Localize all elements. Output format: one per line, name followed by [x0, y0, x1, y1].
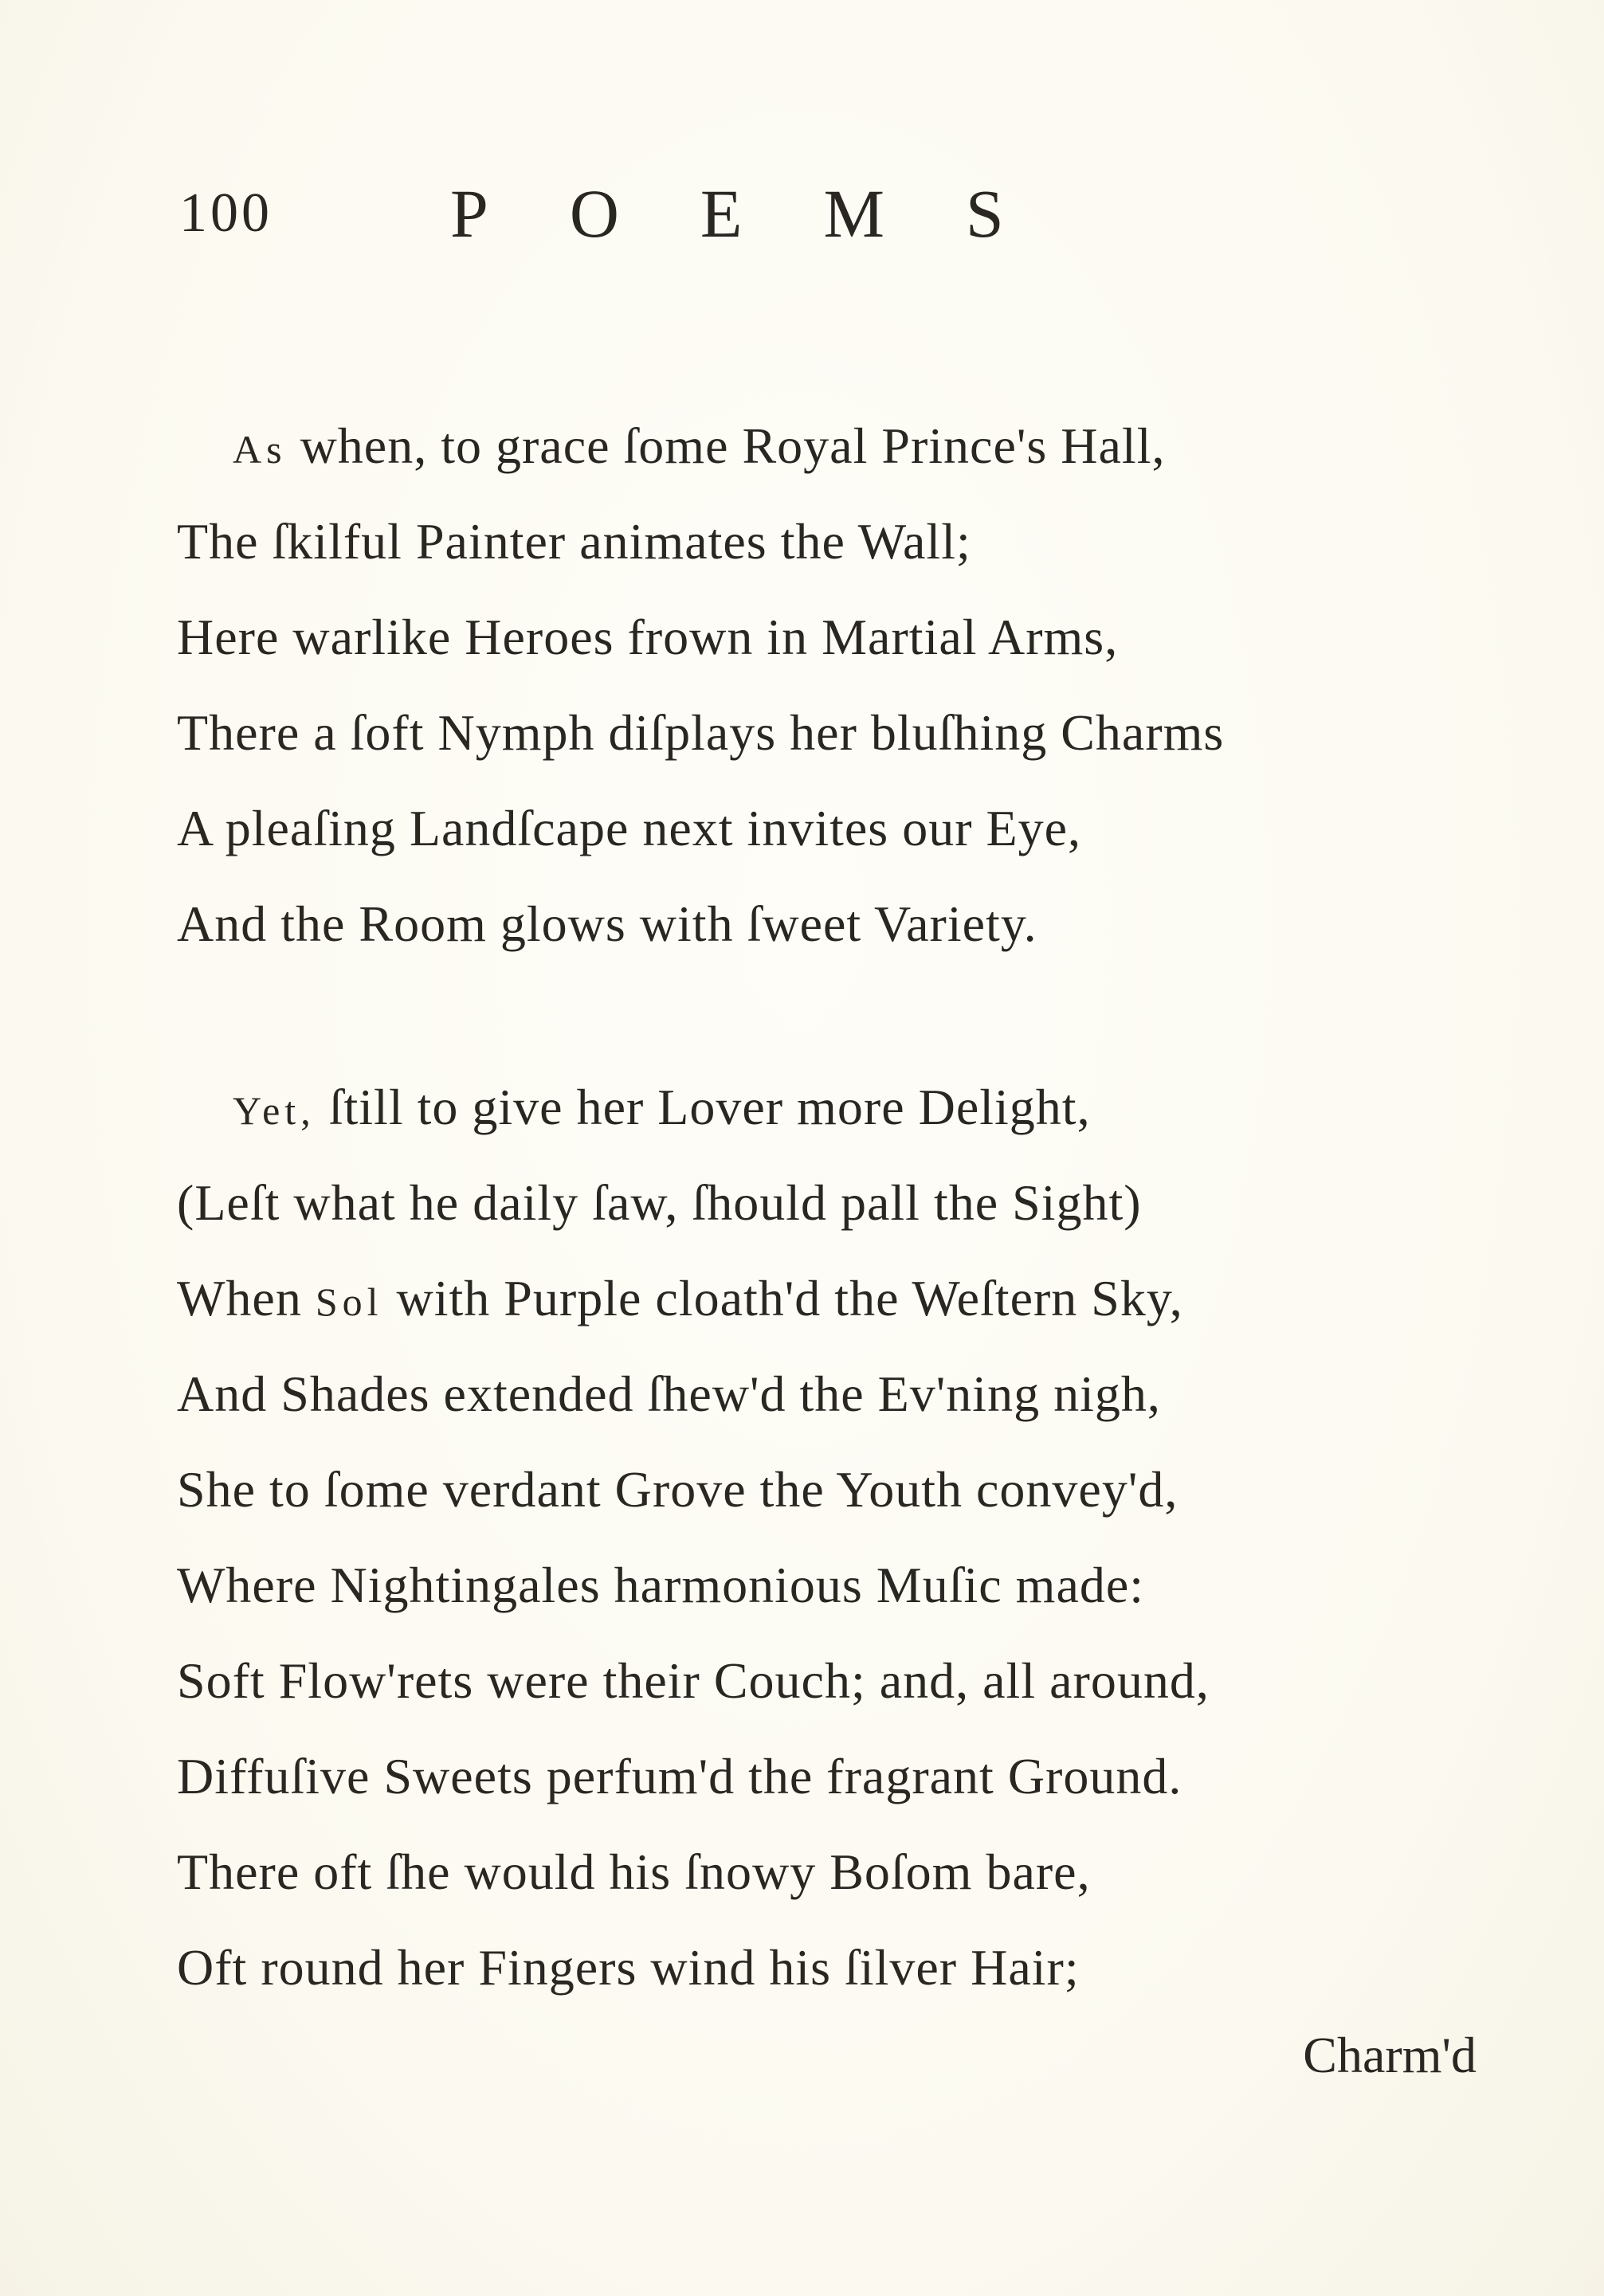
catchword: Charm'd	[1303, 2027, 1477, 2083]
line-text: with Purple cloath'd the Weſtern Sky,	[382, 1270, 1183, 1326]
sol-word: Sol	[315, 1279, 383, 1324]
poem-line: She to ſome verdant Grove the Youth convey'd,	[177, 1461, 1178, 1518]
poem-line: Here warlike Heroes frown in Martial Arms,	[177, 609, 1119, 665]
lead-word: Yet,	[233, 1088, 316, 1133]
poem-line: Where Nightingales harmonious Muſic made:	[177, 1557, 1145, 1613]
poem-line: Diffuſive Sweets perfum'd the fragrant Ground.	[177, 1748, 1182, 1804]
running-head	[179, 174, 1215, 252]
poem-line: There a ſoft Nymph diſplays her bluſhing Charms	[177, 704, 1225, 761]
line-text: when, to grace ſome Royal Prince's Hall,	[286, 417, 1166, 474]
poem-line: (Leſt what he daily ſaw, ſhould pall the Sight)	[177, 1174, 1142, 1231]
line-text: When	[177, 1270, 316, 1326]
running-title: POEMS	[450, 175, 1085, 252]
poem-line	[177, 1060, 1210, 1155]
line-text: ſtill to give her Lover more Delight,	[315, 1079, 1091, 1135]
poem-line: There oft ſhe would his ſnowy Boſom bare,	[177, 1843, 1091, 1900]
poem-line: Oft round her Fingers wind his ſilver Hair;	[177, 1939, 1080, 1996]
lead-word: As	[233, 427, 287, 472]
poem-line: And Shades extended ſhew'd the Ev'ning nigh,	[177, 1365, 1161, 1422]
page-number: 100	[179, 182, 273, 244]
stanza-1	[177, 398, 1224, 972]
poem-line	[177, 1251, 1210, 1346]
stanza-2	[177, 1060, 1210, 2016]
poem-line: And the Room glows with ſweet Variety.	[177, 895, 1037, 952]
poem-line: Soft Flow'rets were their Couch; and, all around,	[177, 1652, 1210, 1709]
poem-line: The ſkilful Painter animates the Wall;	[177, 513, 971, 570]
poem-line	[177, 398, 1224, 494]
poem-line: A pleaſing Landſcape next invites our Eye,	[177, 800, 1081, 856]
